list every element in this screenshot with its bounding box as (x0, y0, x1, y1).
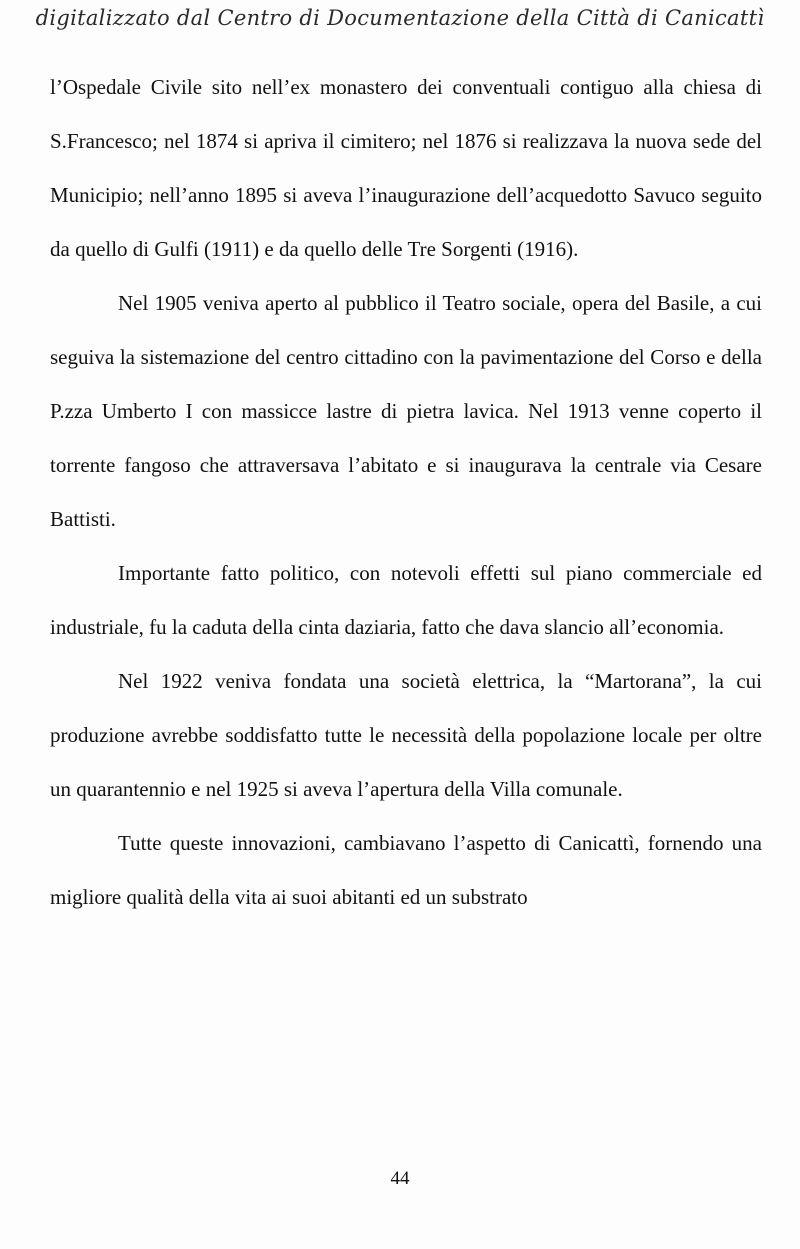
paragraph-teatro-sociale: Nel 1905 veniva aperto al pubblico il Teatro sociale, opera del Basile, a cui seguiva la sistemazione del centro cittadino con la pavimentazione del Corso e della P.zza Umberto I con massicce lastre di pietra lavica. Nel 1913 venne coperto il torrente fangoso che attraversava l’abitato e si inaugurava la centrale via Cesare Battisti. (50, 291, 762, 531)
paragraph-cinta-daziaria: Importante fatto politico, con notevoli effetti sul piano commerciale ed industriale, fu la caduta della cinta daziaria, fatto che dava slancio all’economia. (50, 561, 762, 639)
body-text (50, 60, 762, 924)
paragraph-innovazioni: Tutte queste innovazioni, cambiavano l’aspetto di Canicattì, fornendo una migliore qualità della vita ai suoi abitanti ed un substrato (50, 831, 762, 909)
paragraph-continuation: l’Ospedale Civile sito nell’ex monastero dei conventuali contiguo alla chiesa di S.Francesco; nel 1874 si apriva il cimitero; nel 1876 si realizzava la nuova sede del Municipio; nell’anno 1895 si aveva l’inaugurazione dell’acquedotto Savuco seguito da quello di Gulfi (1911) e da quello delle Tre Sorgenti (1916). (50, 75, 762, 261)
digitization-watermark: digitalizzato dal Centro di Documentazione della Città di Canicattì (35, 6, 765, 30)
paragraph-societa-elettrica: Nel 1922 veniva fondata una società elettrica, la “Martorana”, la cui produzione avrebbe soddisfatto tutte le necessità della popolazione locale per oltre un quarantennio e nel 1925 si aveva l’apertura della Villa comunale. (50, 669, 762, 801)
page-number: 44 (390, 1168, 410, 1189)
